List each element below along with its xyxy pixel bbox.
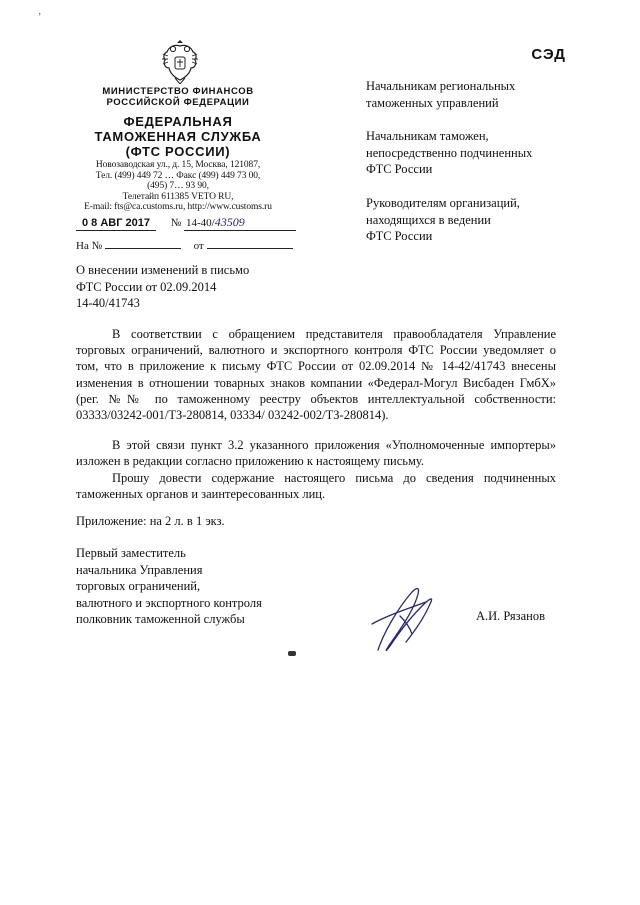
email: E-mail: fts@ca.customs.ru, http://www.customs.ru xyxy=(84,202,272,212)
signer-line: Первый заместитель xyxy=(76,546,186,560)
subject-line: ФТС России от 02.09.2014 xyxy=(76,279,217,294)
signer-name: А.И. Рязанов xyxy=(476,609,545,623)
body-paragraph: Прошу довести содержание настоящего письма до сведения подчиненных таможенных органов и заинтересованных лиц. xyxy=(76,471,556,502)
addressee-line: непосредственно подчиненных xyxy=(366,145,533,160)
registration-line xyxy=(76,215,296,231)
registration-date: 0 8 АВГ 2017 xyxy=(76,217,156,231)
addressee-line: Руководителям организаций, xyxy=(366,196,520,210)
attachment-note: Приложение: на 2 л. в 1 экз. xyxy=(76,514,225,528)
registration-number-label: № xyxy=(170,217,182,229)
agency-contacts xyxy=(74,160,282,213)
signer-line: валютного и экспортного контроля xyxy=(76,595,262,610)
registration-number-handwritten: 43509 xyxy=(214,215,245,229)
reply-reference-line xyxy=(76,237,293,252)
addressee-customs xyxy=(366,128,606,178)
addressee-regional xyxy=(366,78,606,111)
agency-name xyxy=(74,114,282,159)
addressee-organizations xyxy=(366,195,606,245)
addressee-line: Начальникам таможен, xyxy=(366,129,489,143)
registration-number xyxy=(184,215,296,231)
phones: Тел. (499) 449 72 … Факс (499) 449 73 00, xyxy=(95,170,261,181)
agency-line: (ФТС РОССИИ) xyxy=(125,144,231,159)
ink-blot xyxy=(288,651,296,656)
addressee-line: ФТС России xyxy=(366,229,433,243)
ministry-line: МИНИСТЕРСТВО ФИНАНСОВ xyxy=(102,86,254,97)
subject-line: 14-40/41743 xyxy=(76,296,140,310)
signer-line: полковник таможенной службы xyxy=(76,612,245,626)
agency-line: ФЕДЕРАЛЬНАЯ xyxy=(123,114,233,129)
addressee-line: находящихся в ведении xyxy=(366,212,491,227)
russian-coat-of-arms-icon xyxy=(160,40,200,84)
reply-number-blank xyxy=(105,237,181,249)
subject-line: О внесении изменений в письмо xyxy=(76,263,250,277)
signer-line: торговых ограничений, xyxy=(76,579,201,593)
addressee-line: таможенных управлений xyxy=(366,95,499,110)
teletype: Телетайп 611385 VETO RU, xyxy=(122,191,234,202)
body-paragraph: В этой связи пункт 3.2 указанного приложения «Уполномоченные импортеры» изложен в редакции согласно приложению к настоящему письму. xyxy=(76,438,556,469)
ministry-line: РОССИЙСКОЙ ФЕДЕРАЦИИ xyxy=(106,97,250,108)
body-paragraph: В соответствии с обращением представителя правообладателя Управление торговых ограничений, валютного и экспортного контроля ФТС России уведомляет о том, что в приложение к письму ФТС России от 02.09.2014 № 14-42/41743 внесены изменения в отношении товарных знаков компании «Федерал-Могул Висбаден ГмбХ» (рег. №№ по таможенному реестру объектов интеллектуальной собственности: 03333/03242-001/ТЗ-280814, 03334/ 03242-002/ТЗ-280814). xyxy=(76,327,556,423)
addressee-line: Начальникам региональных xyxy=(366,79,516,93)
addressee-line: ФТС России xyxy=(366,162,433,176)
reply-date-blank xyxy=(207,237,293,249)
letter-subject xyxy=(76,262,316,312)
phones-secondary: (495) 7… 93 90, xyxy=(147,181,209,191)
document-code: СЭД xyxy=(531,46,566,63)
reply-number-label: На № xyxy=(76,240,103,252)
signer-position xyxy=(76,545,316,628)
agency-line: ТАМОЖЕННАЯ СЛУЖБА xyxy=(94,129,262,144)
handwritten-signature xyxy=(360,572,450,662)
registration-number-prefix: 14-40/ xyxy=(186,217,215,229)
address: Новозаводская ул., д. 15, Москва, 121087, xyxy=(95,160,261,170)
reply-from-label: от xyxy=(193,240,204,252)
corner-mark: ʼ xyxy=(38,12,42,23)
ministry-name xyxy=(74,86,282,108)
signer-line: начальника Управления xyxy=(76,562,203,577)
